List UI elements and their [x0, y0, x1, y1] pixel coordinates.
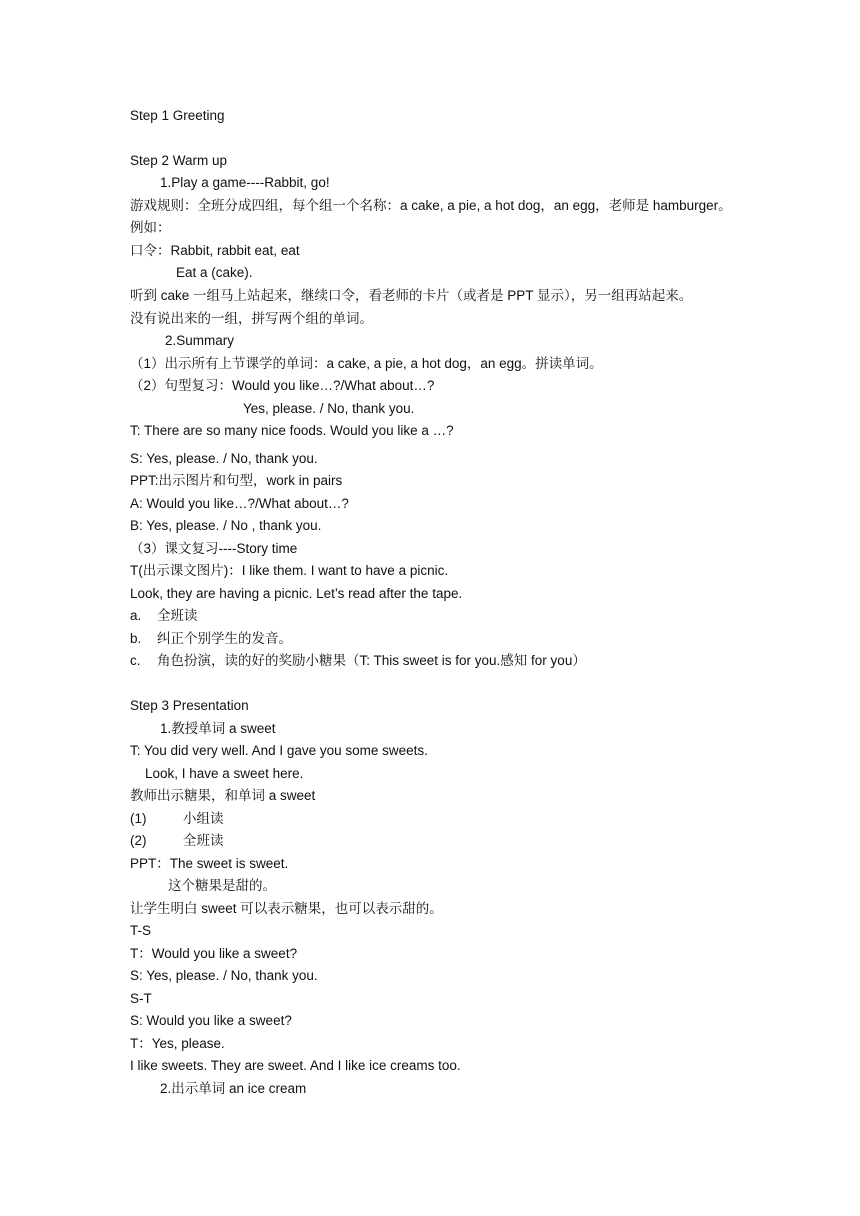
story-read-line: Look, they are having a picnic. Let’s read after the tape. [130, 586, 463, 601]
list-marker: a. [130, 608, 142, 623]
summary-item-2: （2）句型复习：Would you like…?/What about…? [130, 378, 435, 393]
ice-cream-title: 2.出示单词 an ice cream [160, 1081, 307, 1096]
explain-sweet-line: 让学生明白 sweet 可以表示糖果，也可以表示甜的。 [130, 901, 443, 916]
dialogue-st-label: S-T [130, 991, 152, 1006]
list-marker: c. [130, 653, 141, 668]
summary-item-2-answer: Yes, please. / No, thank you. [243, 401, 415, 416]
list-item-text: 角色扮演，读的好的奖励小糖果（T: This sweet is for you.感知 for you） [157, 653, 586, 668]
teacher-look-line: Look, I have a sweet here. [145, 766, 304, 781]
game-title: 1.Play a game----Rabbit, go! [160, 175, 330, 190]
list-marker: b. [130, 631, 142, 646]
dialogue-t-answer: T：Yes, please. [130, 1036, 225, 1051]
numbered-item-1 [130, 810, 224, 828]
game-instruction-2: 没有说出来的一组，拼写两个组的单词。 [130, 311, 373, 326]
translation-line: 这个糖果是甜的。 [168, 878, 276, 893]
step1-heading: Step 1 Greeting [130, 108, 225, 123]
list-item-text: 全班读 [183, 833, 224, 848]
list-marker: (2) [130, 833, 147, 848]
game-rules: 游戏规则：全班分成四组，每个组一个名称：a cake, a pie, a hot dog，an egg，老师是 hamburger。 [130, 198, 732, 213]
dialogue-s-question: S: Would you like a sweet? [130, 1013, 292, 1028]
dialogue-t-question: T：Would you like a sweet? [130, 946, 298, 961]
teach-sweet-title: 1.教授单词 a sweet [160, 721, 276, 736]
summary-title: 2.Summary [165, 333, 235, 348]
example-label: 例如： [130, 220, 171, 235]
list-item-text: 小组读 [183, 811, 224, 826]
summary-item-1: （1）出示所有上节课学的单词：a cake, a pie, a hot dog，an egg。拼读单词。 [130, 356, 603, 371]
list-item-a [130, 607, 198, 625]
pair-b-line: B: Yes, please. / No , thank you. [130, 518, 322, 533]
game-instruction-1: 听到 cake 一组马上站起来，继续口令，看老师的卡片（或者是 PPT 显示），另一组再站起来。 [130, 288, 693, 303]
step3-heading: Step 3 Presentation [130, 698, 249, 713]
chant-line-1: 口令：Rabbit, rabbit eat, eat [130, 243, 300, 258]
dialogue-ts-label: T-S [130, 923, 152, 938]
ppt-sweet-line: PPT：The sweet is sweet. [130, 856, 289, 871]
step2-heading: Step 2 Warm up [130, 153, 228, 168]
list-item-b [130, 630, 292, 648]
chant-line-2: Eat a (cake). [176, 265, 253, 280]
list-marker: (1) [130, 811, 147, 826]
transition-line: I like sweets. They are sweet. And I like ice creams too. [130, 1058, 461, 1073]
student-line: S: Yes, please. / No, thank you. [130, 451, 318, 466]
story-review-heading: （3）课文复习----Story time [130, 541, 298, 556]
list-item-text: 纠正个别学生的发音。 [157, 631, 292, 646]
story-teacher-line: T(出示课文图片)：I like them. I want to have a picnic. [130, 563, 449, 578]
show-sweet-line: 教师出示糖果，和单词 a sweet [130, 788, 316, 803]
list-item-text: 全班读 [157, 608, 198, 623]
list-item-c [130, 652, 586, 670]
teacher-praise-line: T: You did very well. And I gave you some sweets. [130, 743, 428, 758]
dialogue-s-answer: S: Yes, please. / No, thank you. [130, 968, 318, 983]
pair-a-line: A: Would you like…?/What about…? [130, 496, 349, 511]
numbered-item-2 [130, 832, 224, 850]
ppt-pairs: PPT:出示图片和句型，work in pairs [130, 473, 343, 488]
teacher-line: T: There are so many nice foods. Would you like a …? [130, 423, 454, 438]
